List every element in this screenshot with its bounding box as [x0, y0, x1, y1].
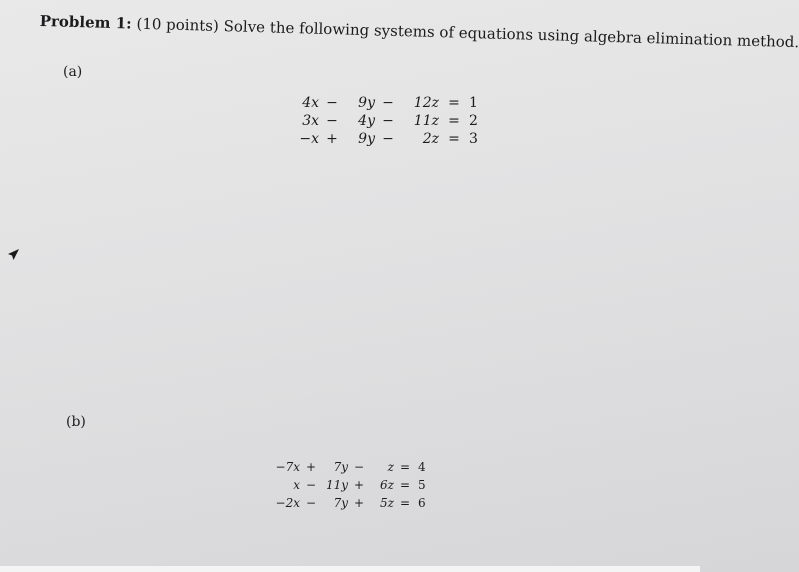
right-hand-side: 4 — [418, 460, 426, 474]
equation-row — [285, 94, 483, 112]
equals-sign: = — [448, 95, 460, 111]
right-hand-side: 2 — [469, 113, 478, 129]
equals-sign: = — [399, 478, 411, 492]
operator: − — [326, 113, 338, 129]
problem-points: (10 points) — [136, 14, 220, 35]
operator: − — [305, 478, 317, 492]
equals-sign: = — [448, 113, 460, 129]
operator: + — [353, 478, 365, 492]
term-z: 5z — [380, 496, 394, 510]
equals-sign: = — [448, 131, 460, 147]
operator: + — [326, 131, 338, 147]
operator: − — [353, 460, 365, 474]
equation-row — [272, 476, 432, 494]
term-y: 9y — [358, 131, 375, 147]
equals-sign: = — [399, 460, 411, 474]
equation-system-a — [285, 94, 483, 148]
operator: − — [305, 496, 317, 510]
right-hand-side: 1 — [469, 95, 478, 111]
term-x: −2x — [275, 496, 300, 510]
term-z: 11z — [413, 113, 439, 129]
term-x: −x — [299, 131, 319, 147]
term-x: 3x — [302, 113, 319, 129]
equals-sign: = — [399, 496, 411, 510]
equation-row — [285, 112, 483, 130]
problem-instruction: Solve the following systems of equations using algebra elimination method. — [223, 17, 799, 52]
equation-system-b — [272, 458, 432, 512]
problem-label: Problem 1: — [39, 12, 132, 33]
right-hand-side: 5 — [418, 478, 426, 492]
operator: + — [305, 460, 317, 474]
right-hand-side: 6 — [418, 496, 426, 510]
part-a-label: (a) — [63, 64, 83, 80]
term-x: x — [293, 478, 300, 492]
equation-row — [285, 130, 483, 148]
mouse-pointer-icon — [6, 248, 20, 262]
term-z: 6z — [380, 478, 394, 492]
term-y: 7y — [333, 460, 348, 474]
term-z: z — [387, 460, 394, 474]
term-y: 4y — [358, 113, 375, 129]
term-x: −7x — [275, 460, 300, 474]
right-hand-side: 3 — [469, 131, 478, 147]
term-z: 2z — [422, 131, 439, 147]
operator: − — [382, 113, 394, 129]
equation-row — [272, 458, 432, 476]
part-b-label: (b) — [66, 414, 86, 430]
term-y: 11y — [325, 478, 348, 492]
term-y: 7y — [333, 496, 348, 510]
equation-row — [272, 494, 432, 512]
problem-statement — [39, 12, 799, 52]
term-y: 9y — [358, 95, 375, 111]
operator: + — [353, 496, 365, 510]
page-bottom-edge — [0, 566, 700, 572]
operator: − — [326, 95, 338, 111]
operator: − — [382, 131, 394, 147]
term-x: 4x — [302, 95, 319, 111]
term-z: 12z — [413, 95, 439, 111]
operator: − — [382, 95, 394, 111]
